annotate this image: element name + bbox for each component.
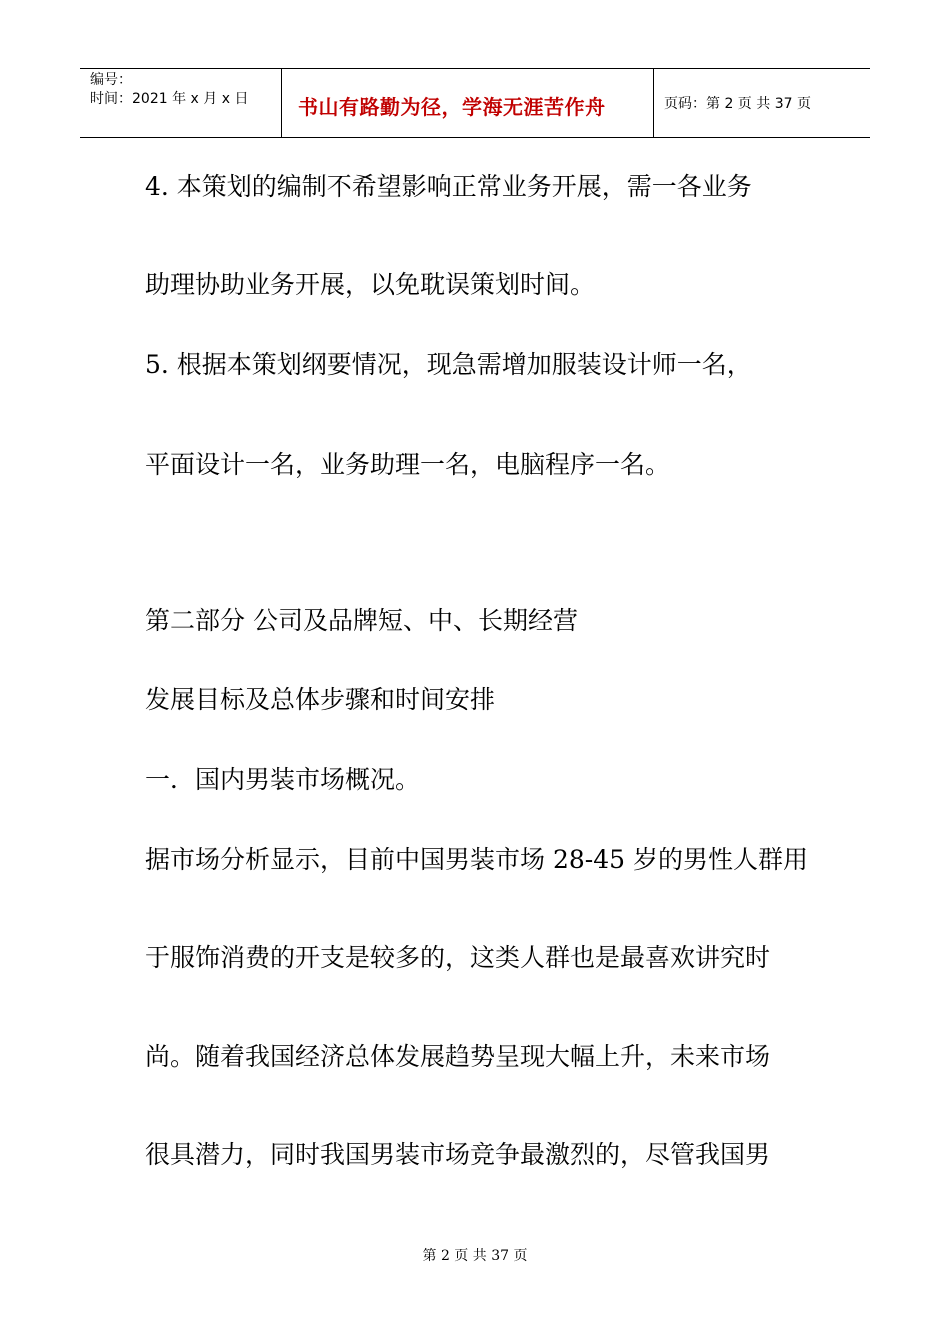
section-heading: 发展目标及总体步骤和时间安排 (145, 685, 496, 714)
page-header (80, 68, 870, 138)
page-footer: 第 2 页 共 37 页 (422, 1248, 528, 1264)
paragraph-line: 平面设计一名，业务助理一名，电脑程序一名。 (145, 450, 671, 479)
paragraph-line: 尚。随着我国经济总体发展趋势呈现大幅上升，未来市场 (145, 1042, 771, 1071)
paragraph-line: 助理协助业务开展，以免耽误策划时间。 (145, 270, 596, 299)
header-motto-cell (282, 69, 654, 137)
paragraph-line: 5. 根据本策划纲要情况，现急需增加服装设计师一名， (145, 350, 752, 379)
header-page-cell (654, 69, 870, 137)
doc-number-label: 编号： (90, 72, 132, 88)
paragraph-line: 4. 本策划的编制不希望影响正常业务开展，需一各业务 (145, 172, 752, 201)
subsection-heading: 一．国内男装市场概况。 (145, 765, 421, 794)
section-heading: 第二部分 公司及品牌短、中、长期经营 (145, 606, 578, 635)
paragraph-line: 据市场分析显示，目前中国男装市场 28-45 岁的男性人群用 (145, 845, 808, 874)
paragraph-line: 很具潜力，同时我国男装市场竞争最激烈的，尽管我国男 (145, 1140, 771, 1169)
date-label: 时间：2021 年 x 月 x 日 (90, 91, 249, 107)
header-page-number: 页码：第 2 页 共 37 页 (664, 96, 811, 112)
header-meta-cell (80, 69, 282, 137)
paragraph-line: 于服饰消费的开支是较多的，这类人群也是最喜欢讲究时 (145, 943, 771, 972)
motto-text: 书山有路勤为径，学海无涯苦作舟 (298, 95, 606, 119)
